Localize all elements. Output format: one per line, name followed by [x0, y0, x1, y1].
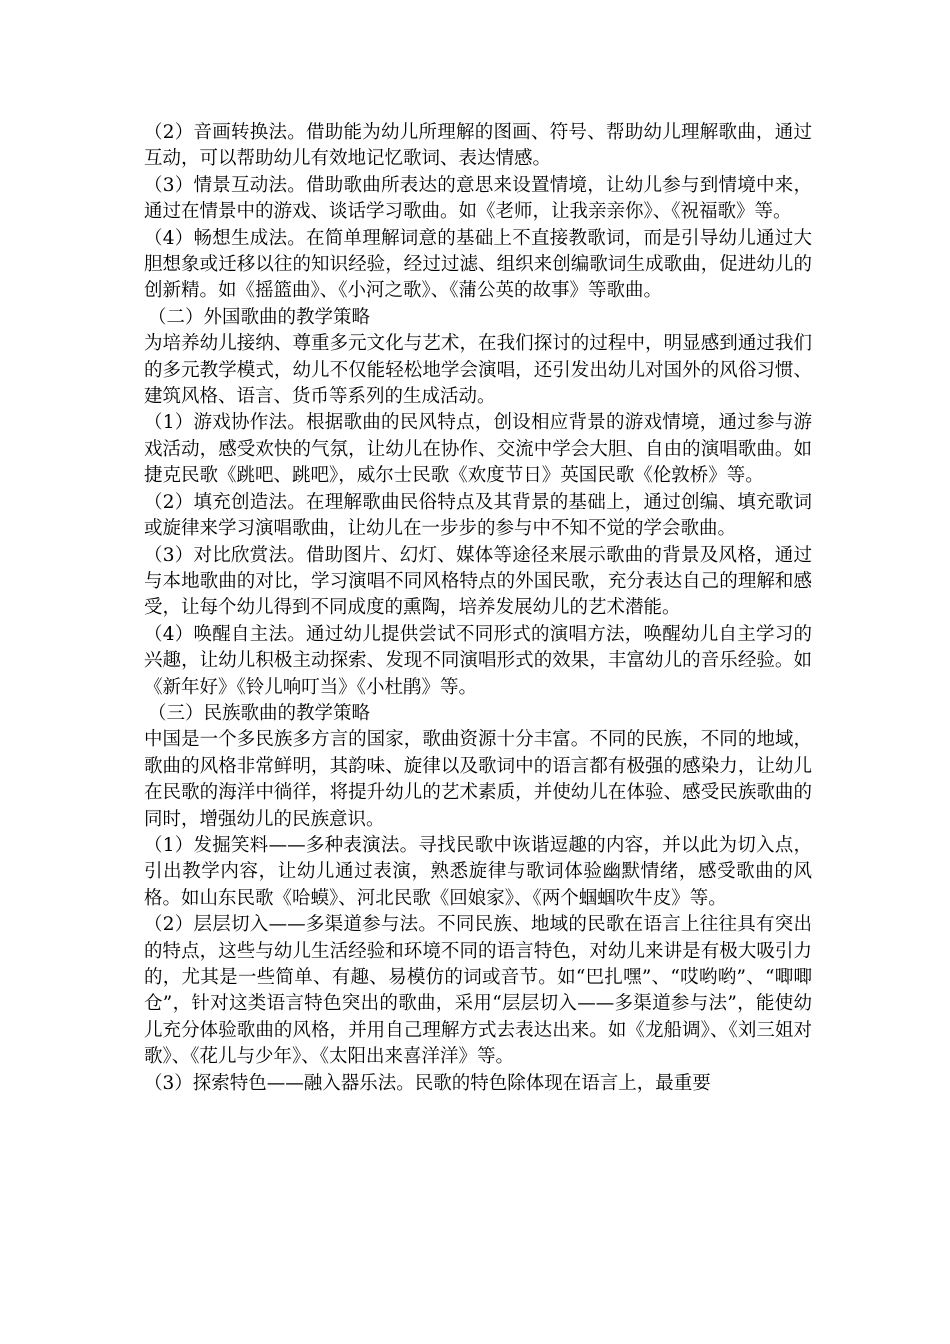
paragraph: 中国是一个多民族多方言的国家，歌曲资源十分丰富。不同的民族，不同的地域，歌曲的风格非常鲜明，其韵味、旋律以及歌词中的语言都有极强的感染力，让幼儿在民歌的海洋中徜徉，将提升幼儿的艺术素质，并使幼儿在体验、感受民族歌曲的同时，增强幼儿的民族意识。 — [144, 729, 812, 830]
section-heading: （二）外国歌曲的教学策略 — [148, 306, 371, 328]
paragraph: （2）层层切入——多渠道参与法。不同民族、地域的民歌在语言上往往具有突出的特点，这些与幼儿生活经验和环境不同的语言特色，对幼儿来讲是有极大吸引力的，尤其是一些简单、有趣、易模仿的词或音节。如“巴扎嘿”、“哎哟哟”、“唧唧仓”，针对这类语言特色突出的歌曲，采用“层层切入——多渠道参与法”，能使幼儿充分体验歌曲的风格，并用自己理解方式去表达出来。如《龙船调》、《刘三姐对歌》、《花儿与少年》、《太阳出来喜洋洋》等。 — [144, 914, 812, 1068]
paragraph: （1）发掘笑料——多种表演法。寻找民歌中诙谐逗趣的内容，并以此为切入点，引出教学内容，让幼儿通过表演，熟悉旋律与歌词体验幽默情绪，感受歌曲的风格。如山东民歌《哈蟆》、河北民歌《回娘家》、《两个蝈蝈吹牛皮》等。 — [144, 834, 812, 909]
paragraph: （3）情景互动法。借助歌曲所表达的意思来设置情境，让幼儿参与到情境中来，通过在情景中的游戏、谈话学习歌曲。如《老师，让我亲亲你》、《祝福歌》等。 — [144, 174, 812, 223]
paragraph: 为培养幼儿接纳、尊重多元文化与艺术，在我们探讨的过程中，明显感到通过我们的多元教学模式，幼儿不仅能轻松地学会演唱，还引发出幼儿对国外的风俗习惯、建筑风格、语言、货币等系列的生成活动。 — [144, 333, 812, 408]
paragraph: （1）游戏协作法。根据歌曲的民风特点，创设相应背景的游戏情境，通过参与游戏活动，感受欢快的气氛，让幼儿在协作、交流中学会大胆、自由的演唱歌曲。如捷克民歌《跳吧、跳吧》，威尔士民歌《欢度节日》英国民歌《伦敦桥》等。 — [144, 412, 812, 487]
paragraph: （2）填充创造法。在理解歌曲民俗特点及其背景的基础上，通过创编、填充歌词或旋律来学习演唱歌曲，让幼儿在一步步的参与中不知不觉的学会歌曲。 — [144, 491, 812, 540]
section-heading: （三）民族歌曲的教学策略 — [148, 702, 371, 724]
paragraph: （4）唤醒自主法。通过幼儿提供尝试不同形式的演唱方法，唤醒幼儿自主学习的兴趣，让幼儿积极主动探索、发现不同演唱形式的效果，丰富幼儿的音乐经验。如《新年好》《铃儿响叮当》《小杜鹃》等。 — [144, 623, 812, 698]
document-page — [144, 120, 812, 1097]
paragraph: （2）音画转换法。借助能为幼儿所理解的图画、符号、帮助幼儿理解歌曲，通过互动，可以帮助幼儿有效地记忆歌词、表达情感。 — [144, 122, 812, 170]
paragraph: （3）探索特色——融入器乐法。民歌的特色除体现在语言上，最重要 — [144, 1072, 711, 1094]
paragraph: （4）畅想生成法。在简单理解词意的基础上不直接教歌词，而是引导幼儿通过大胆想象或迁移以往的知识经验，经过过滤、组织来创编歌词生成歌曲，促进幼儿的创新精。如《摇篮曲》、《小河之歌》、《蒲公英的故事》等歌曲。 — [144, 227, 812, 302]
paragraph: （3）对比欣赏法。借助图片、幻灯、媒体等途径来展示歌曲的背景及风格，通过与本地歌曲的对比，学习演唱不同风格特点的外国民歌，充分表达自己的理解和感受，让每个幼儿得到不同成度的熏陶，培养发展幼儿的艺术潜能。 — [144, 544, 812, 619]
